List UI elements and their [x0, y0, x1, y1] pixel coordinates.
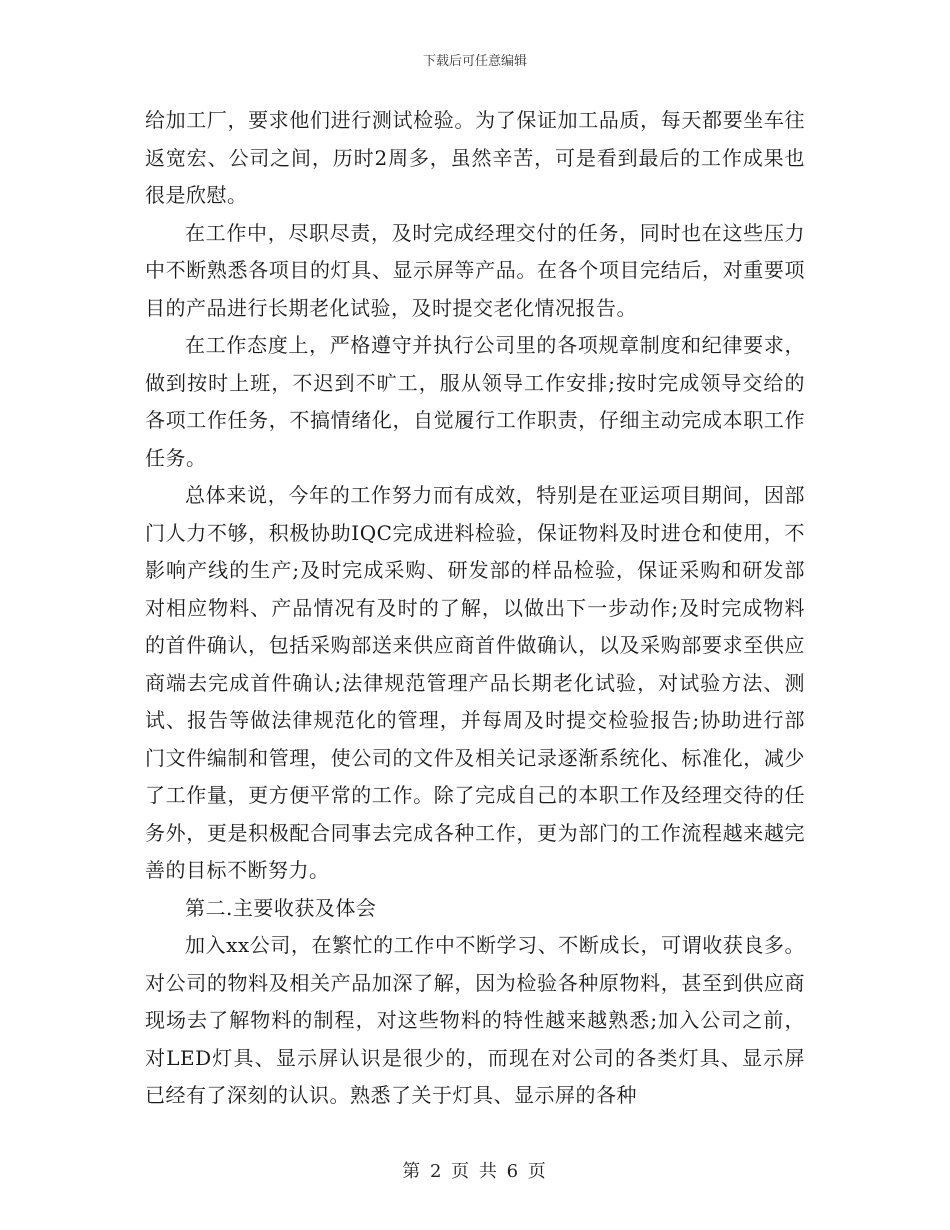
paragraph-2: 在工作中，尽职尽责，及时完成经理交付的任务，同时也在这些压力中不断熟悉各项目的灯具、显示屏等产品。在各个项目完结后，对重要项目的产品进行长期老化试验，及时提交老化情况报告。: [145, 220, 805, 320]
document-body: [145, 102, 805, 1115]
page-header: 下载后可任意编辑: [422, 54, 527, 69]
section-heading: 第二.主要收获及体会: [185, 895, 377, 920]
paragraph-1: 给加工厂，要求他们进行测试检验。为了保证加工品质，每天都要坐车往返宽宏、公司之间，历时2周多，虽然辛苦，可是看到最后的工作成果也很是欣慰。: [145, 108, 805, 207]
paragraph-4: 总体来说，今年的工作努力而有成效，特别是在亚运项目期间，因部门人力不够，积极协助IQC完成进料检验，保证物料及时进仓和使用，不影响产线的生产;及时完成采购、研发部的样品检验，保证采购和研发部对相应物料、产品情况有及时的了解，以做出下一步动作;及时完成物料的首件确认，包括采购部送来供应商首件做确认，以及采购部要求至供应商端去完成首件确认;法律规范管理产品长期老化试验，对试验方法、测试、报告等做法律规范化的管理，并每周及时提交检验报告;协助进行部门文件编制和管理，使公司的文件及相关记录逐渐系统化、标准化，减少了工作量，更方便平常的工作。除了完成自己的本职工作及经理交待的任务外，更是积极配合同事去完成各种工作，更为部门的工作流程越来越完善的目标不断努力。: [145, 483, 805, 882]
paragraph-5: 加入xx公司，在繁忙的工作中不断学习、不断成长，可谓收获良多。对公司的物料及相关产品加深了解，因为检验各种原物料，甚至到供应商现场去了解物料的制程，对这些物料的特性越来越熟悉;加入公司之前，对LED灯具、显示屏认识是很少的，而现在对公司的各类灯具、显示屏已经有了深刻的认识。熟悉了关于灯具、显示屏的各种: [145, 933, 805, 1107]
page-number: 第 2 页 共 6 页: [402, 1161, 548, 1182]
paragraph-3: 在工作态度上，严格遵守并执行公司里的各项规章制度和纪律要求，做到按时上班，不迟到不旷工，服从领导工作安排;按时完成领导交给的各项工作任务，不搞情绪化，自觉履行工作职责，仔细主动完成本职工作任务。: [145, 333, 805, 470]
